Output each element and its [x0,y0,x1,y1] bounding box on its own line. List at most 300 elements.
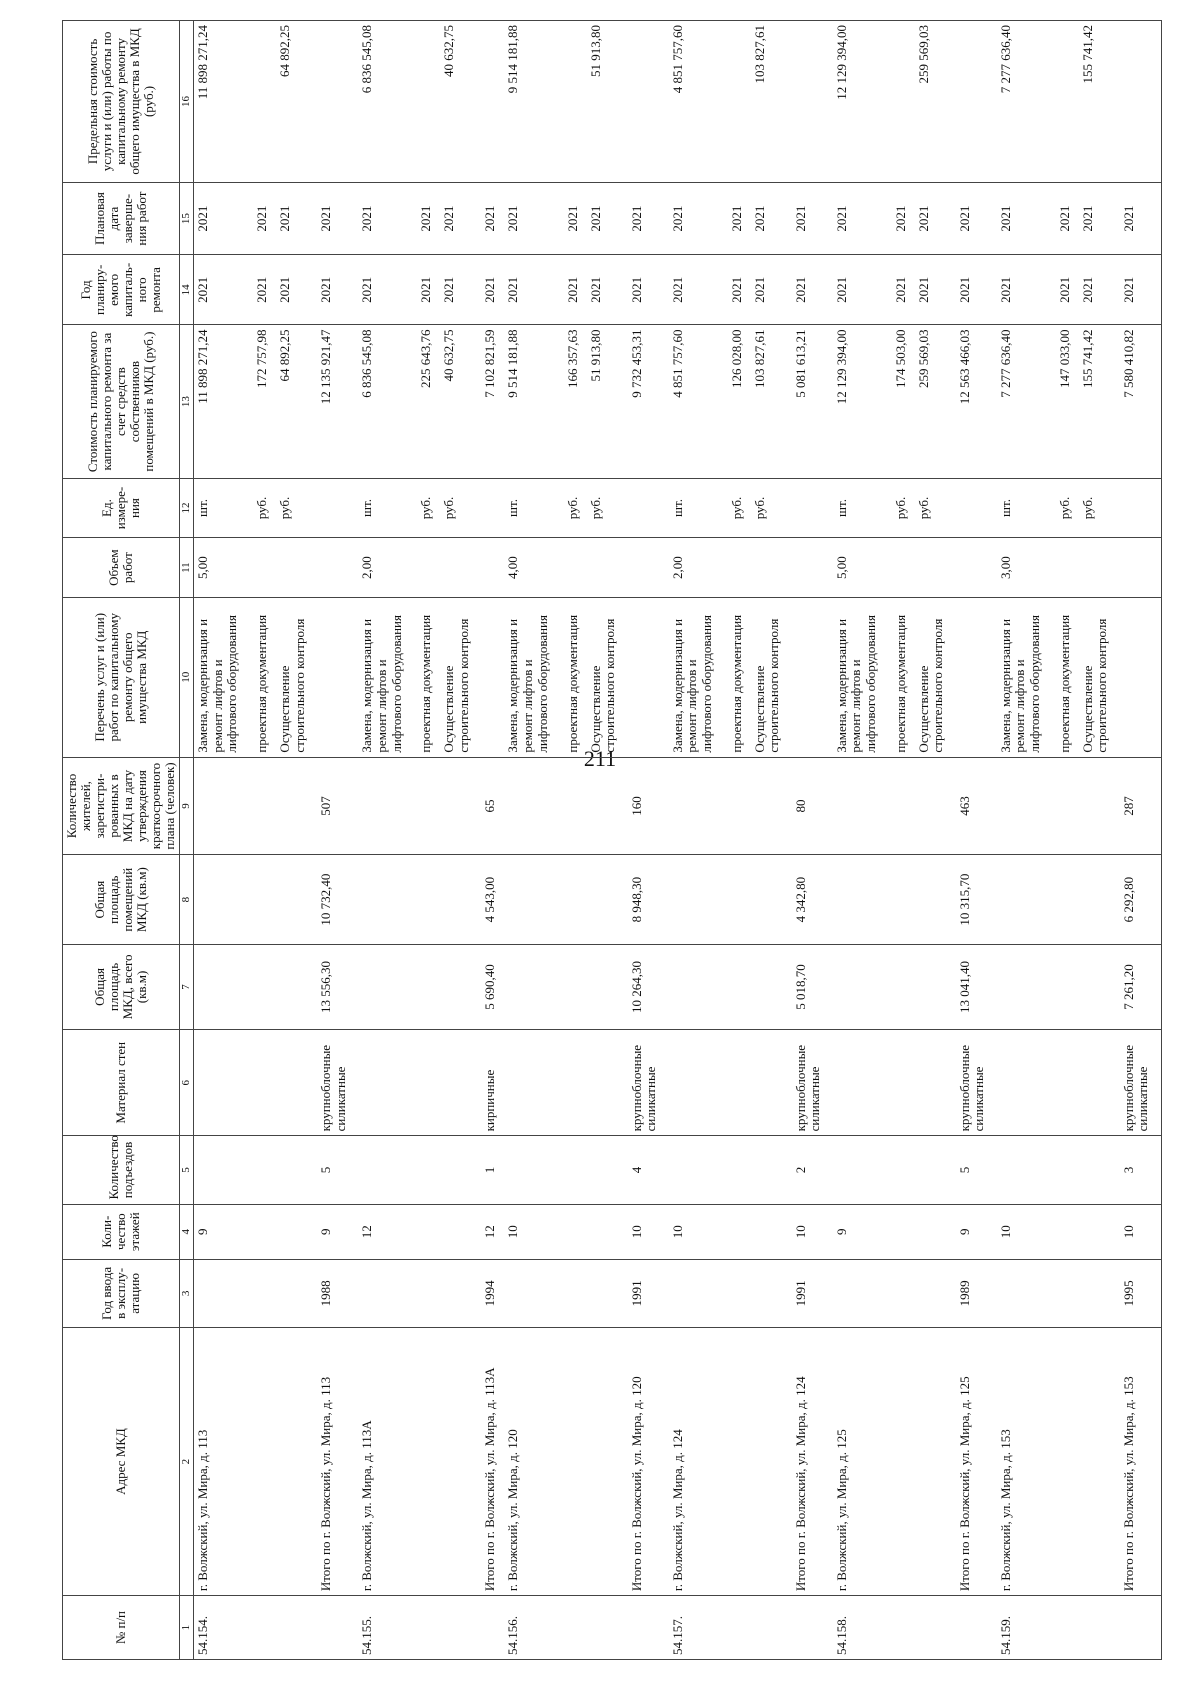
table-cell: Итого по г. Волжский, ул. Мира, д. 124 [792,1327,833,1595]
table-cell [892,1259,915,1327]
table-cell: 13 041,40 [956,944,997,1029]
table-body [194,21,1162,1660]
table-cell [253,1030,276,1136]
table-cell [276,757,317,855]
table-cell: 2021 [253,182,276,254]
table-cell [751,1327,792,1595]
table-row [194,21,254,1660]
table-cell [194,757,254,855]
table-cell [276,1136,317,1204]
table-cell [276,1596,317,1660]
table-cell: 7 102 821,59 [481,325,504,478]
table-cell: 10 315,70 [956,855,997,944]
table-cell [1056,757,1079,855]
table-cell: 2021 [1079,182,1120,254]
table-cell: 2021 [276,255,317,325]
table-cell: 1991 [628,1259,669,1327]
table-cell: Осуществление строительного контроля [276,597,317,757]
table-cell [317,597,358,757]
table-cell [504,944,563,1029]
table-cell: руб. [253,478,276,538]
table-cell [628,478,669,538]
table-cell: 51 913,80 [587,325,628,478]
column-number-row [180,21,194,1660]
table-cell [833,855,892,944]
table-cell: 11 898 271,24 [194,21,254,183]
table-cell: 54.156. [504,1596,563,1660]
table-cell [628,1596,669,1660]
table-cell [417,1136,440,1204]
table-cell [1120,597,1162,757]
table-cell [751,1030,792,1136]
table-cell: 1989 [956,1259,997,1327]
table-cell: 2021 [481,182,504,254]
table-cell [1056,1030,1079,1136]
table-cell: крупноблочные силикатные [792,1030,833,1136]
table-cell: 2021 [440,182,481,254]
table-cell: 5 690,40 [481,944,504,1029]
table-cell [833,757,892,855]
table-cell [587,757,628,855]
table-cell: 54.158. [833,1596,892,1660]
table-row [440,21,481,1660]
header-cell: Общая площадь помещений МКД (кв.м) [63,855,180,944]
table-cell: руб. [1079,478,1120,538]
table-cell: 5,00 [833,538,892,598]
table-cell: 54.154. [194,1596,254,1660]
table-row [728,21,751,1660]
table-cell [504,1030,563,1136]
table-cell [1056,538,1079,598]
table-cell: 4 851 757,60 [669,21,728,183]
table-cell: 54.155. [358,1596,417,1660]
table-cell: шт. [504,478,563,538]
rotated-table-container [62,20,1162,1660]
table-cell [728,855,751,944]
header-cell: Объем работ [63,538,180,598]
table-cell [792,21,833,183]
table-cell [751,944,792,1029]
table-cell [194,1030,254,1136]
table-cell [1079,1136,1120,1204]
table-cell: крупноблочные силикатные [628,1030,669,1136]
table-cell: 2021 [792,182,833,254]
table-cell: 7 261,20 [1120,944,1162,1029]
table-cell [440,1204,481,1259]
table-cell [276,944,317,1029]
table-cell: 2021 [728,182,751,254]
table-cell: руб. [276,478,317,538]
table-cell: 9 [956,1204,997,1259]
table-cell: 2,00 [669,538,728,598]
table-cell: 40 632,75 [440,325,481,478]
table-cell: Замена, модернизация и ремонт лифтов и лифтового оборудования [358,597,417,757]
table-cell: 64 892,25 [276,21,317,183]
table-cell [587,1204,628,1259]
table-row [587,21,628,1660]
table-cell [253,1136,276,1204]
table-cell: 10 264,30 [628,944,669,1029]
table-cell [669,855,728,944]
table-cell: шт. [997,478,1056,538]
table-cell: Замена, модернизация и ремонт лифтов и лифтового оборудования [504,597,563,757]
table-cell [728,1030,751,1136]
table-cell: 12 563 466,03 [956,325,997,478]
table-cell: 1991 [792,1259,833,1327]
table-cell [892,1030,915,1136]
table-cell [915,944,956,1029]
table-cell [728,1136,751,1204]
table-cell [1056,1596,1079,1660]
table-cell: Осуществление строительного контроля [440,597,481,757]
table-cell: крупноблочные силикатные [956,1030,997,1136]
table-cell: 2021 [997,255,1056,325]
table-cell: 2021 [997,182,1056,254]
table-cell: 12 129 394,00 [833,325,892,478]
table-cell: 2021 [417,182,440,254]
table-cell [728,538,751,598]
table-cell [587,855,628,944]
table-row [1079,21,1120,1660]
header-cell: Стоимость планируемого капитального ремонта за счет средств собственников помещений в МКД (руб.) [63,325,180,478]
table-cell: г. Волжский, ул. Мира, д. 113 [194,1327,254,1595]
table-cell [751,1596,792,1660]
table-cell [276,855,317,944]
table-cell: 1994 [481,1259,504,1327]
table-cell [1120,1596,1162,1660]
table-cell [997,944,1056,1029]
page-number: 211 [583,746,617,771]
table-cell: 2021 [194,255,254,325]
column-number: 6 [180,1030,194,1136]
table-cell: г. Волжский, ул. Мира, д. 113А [358,1327,417,1595]
table-cell: руб. [892,478,915,538]
table-cell [915,1030,956,1136]
table-cell: 10 [1120,1204,1162,1259]
table-cell [1056,1136,1079,1204]
table-cell: 10 [628,1204,669,1259]
table-cell: 2021 [833,182,892,254]
table-cell [1079,1596,1120,1660]
table-cell: 463 [956,757,997,855]
table-cell [892,944,915,1029]
table-cell [417,538,440,598]
table-cell [440,1030,481,1136]
table-cell [564,1204,587,1259]
table-cell [751,1136,792,1204]
table-cell [997,757,1056,855]
table-cell [1079,538,1120,598]
table-cell [892,1327,915,1595]
table-row [253,21,276,1660]
table-cell: Итого по г. Волжский, ул. Мира, д. 153 [1120,1327,1162,1595]
table-cell: 7 277 636,40 [997,325,1056,478]
table-cell [481,1596,504,1660]
table-cell [504,757,563,855]
table-cell: 9 [194,1204,254,1259]
table-cell: 9 [833,1204,892,1259]
table-cell: 2021 [915,182,956,254]
table-cell: 3,00 [997,538,1056,598]
table-cell: г. Волжский, ул. Мира, д. 153 [997,1327,1056,1595]
table-cell: 12 135 921,47 [317,325,358,478]
table-cell [417,1327,440,1595]
table-cell: 7 277 636,40 [997,21,1056,183]
table-cell [892,1204,915,1259]
table-cell: 2021 [728,255,751,325]
table-row [1120,21,1162,1660]
table-cell [504,1259,563,1327]
table-cell [253,1204,276,1259]
table-row [481,21,504,1660]
table-cell: 2021 [1056,182,1079,254]
table-cell: 9 [317,1204,358,1259]
table-cell [728,1596,751,1660]
table-cell: 9 514 181,88 [504,21,563,183]
table-cell [1120,478,1162,538]
table-cell: 5,00 [194,538,254,598]
table-cell: Осуществление строительного контроля [751,597,792,757]
table-cell [358,1030,417,1136]
table-cell [276,1030,317,1136]
table-cell [417,1259,440,1327]
table-cell [417,1596,440,1660]
table-cell: 12 [481,1204,504,1259]
table-cell: 2021 [915,255,956,325]
column-number: 13 [180,325,194,478]
table-cell [587,1327,628,1595]
table-row [792,21,833,1660]
table-cell: 2021 [1056,255,1079,325]
header-cell: Общая площадь МКД, всего (кв.м) [63,944,180,1029]
table-cell: крупноблочные силикатные [1120,1030,1162,1136]
table-cell [253,757,276,855]
table-cell: 40 632,75 [440,21,481,183]
table-cell: 103 827,61 [751,21,792,183]
table-cell [1056,855,1079,944]
table-row [564,21,587,1660]
table-cell [417,1030,440,1136]
table-cell [1120,538,1162,598]
table-cell [669,1259,728,1327]
table-cell [915,757,956,855]
table-cell [751,538,792,598]
table-cell: 12 [358,1204,417,1259]
table-cell [481,21,504,183]
table-cell [728,1259,751,1327]
table-row [317,21,358,1660]
table-cell: 2021 [504,255,563,325]
table-cell: 10 [669,1204,728,1259]
table-cell: 4 [628,1136,669,1204]
column-number: 5 [180,1136,194,1204]
column-number: 1 [180,1596,194,1660]
table-cell [997,1030,1056,1136]
table-cell [915,1136,956,1204]
table-cell [669,1030,728,1136]
table-cell: 80 [792,757,833,855]
table-cell: 13 556,30 [317,944,358,1029]
table-cell: 507 [317,757,358,855]
table-cell: г. Волжский, ул. Мира, д. 120 [504,1327,563,1595]
table-cell: 2021 [1079,255,1120,325]
table-cell [997,855,1056,944]
table-cell: 2 [792,1136,833,1204]
table-cell [792,1596,833,1660]
table-cell: шт. [194,478,254,538]
table-cell [833,1259,892,1327]
table-row [504,21,563,1660]
table-cell [194,1259,254,1327]
table-cell [628,538,669,598]
table-cell [358,757,417,855]
table-cell: руб. [915,478,956,538]
table-cell: шт. [669,478,728,538]
table-cell [194,855,254,944]
table-cell: Замена, модернизация и ремонт лифтов и лифтового оборудования [997,597,1056,757]
table-cell [751,855,792,944]
table-cell [728,21,751,183]
table-cell: 2021 [440,255,481,325]
table-cell: 174 503,00 [892,325,915,478]
table-cell [915,1259,956,1327]
table-cell: 4 342,80 [792,855,833,944]
table-cell: Осуществление строительного контроля [587,597,628,757]
table-cell [440,1327,481,1595]
header-cell: Количество подъездов [63,1136,180,1204]
table-cell [915,1596,956,1660]
table-cell [253,1327,276,1595]
table-cell [358,944,417,1029]
table-cell [833,944,892,1029]
table-cell [317,1596,358,1660]
table-cell: г. Волжский, ул. Мира, д. 125 [833,1327,892,1595]
table-cell [440,1259,481,1327]
table-cell [628,21,669,183]
column-number: 14 [180,255,194,325]
table-cell [751,1204,792,1259]
table-cell [587,1259,628,1327]
table-cell [1079,855,1120,944]
table-cell: руб. [417,478,440,538]
header-cell: Ед. измере-ния [63,478,180,538]
table-cell [1079,757,1120,855]
table-cell: 2021 [628,255,669,325]
table-cell [564,1259,587,1327]
table-cell [792,538,833,598]
table-cell: 10 [792,1204,833,1259]
header-cell: Год ввода в эксплу-атацию [63,1259,180,1327]
table-cell [253,1596,276,1660]
table-cell: 2021 [1120,255,1162,325]
table-row [915,21,956,1660]
column-number: 2 [180,1327,194,1595]
table-row [892,21,915,1660]
table-cell: 10 [997,1204,1056,1259]
table-cell [915,538,956,598]
table-cell: 10 [504,1204,563,1259]
table-cell: руб. [587,478,628,538]
table-cell [440,944,481,1029]
table-cell [417,1204,440,1259]
table-cell: Итого по г. Волжский, ул. Мира, д. 125 [956,1327,997,1595]
table-cell [1056,944,1079,1029]
table-cell: 2021 [751,182,792,254]
column-number: 10 [180,597,194,757]
table-cell [417,21,440,183]
table-cell: 2021 [1120,182,1162,254]
table-cell [1079,1204,1120,1259]
table-cell: руб. [564,478,587,538]
table-cell: шт. [358,478,417,538]
table-cell [276,1327,317,1595]
table-cell [253,855,276,944]
table-cell [669,944,728,1029]
table-cell: 2021 [669,255,728,325]
header-cell: Перечень услуг и (или) работ по капитальному ремонту общего имущества МКД [63,597,180,757]
table-cell [317,478,358,538]
table-cell: 12 129 394,00 [833,21,892,183]
column-number: 8 [180,855,194,944]
table-cell [440,1136,481,1204]
table-cell [956,538,997,598]
table-cell: шт. [833,478,892,538]
table-cell [564,1136,587,1204]
table-cell [417,757,440,855]
table-cell: 2021 [481,255,504,325]
table-cell [751,757,792,855]
table-cell [564,1596,587,1660]
table-cell: 225 643,76 [417,325,440,478]
table-cell [1056,1204,1079,1259]
table-cell: руб. [751,478,792,538]
table-cell [481,538,504,598]
table-cell [915,1327,956,1595]
table-cell [587,1030,628,1136]
table-cell: 287 [1120,757,1162,855]
table-cell [587,538,628,598]
table-row [417,21,440,1660]
table-cell: проектная документация [1056,597,1079,757]
table-cell [276,1204,317,1259]
table-cell: 2021 [669,182,728,254]
table-cell: 2021 [504,182,563,254]
table-cell: руб. [440,478,481,538]
table-cell: 1 [481,1136,504,1204]
table-cell: 54.159. [997,1596,1056,1660]
table-cell: 2021 [628,182,669,254]
table-cell: руб. [1056,478,1079,538]
table-cell [892,855,915,944]
table-cell [1079,944,1120,1029]
table-cell [564,21,587,183]
table-cell [358,1136,417,1204]
table-cell [253,1259,276,1327]
column-number: 16 [180,21,194,183]
table-cell [564,944,587,1029]
table-cell: проектная документация [417,597,440,757]
table-cell: 5 081 613,21 [792,325,833,478]
table-cell: 10 732,40 [317,855,358,944]
table-cell [276,1259,317,1327]
table-cell [1056,1327,1079,1595]
table-row [628,21,669,1660]
table-cell [587,1136,628,1204]
table-cell [481,597,504,757]
table-cell: 65 [481,757,504,855]
table-cell: Осуществление строительного контроля [1079,597,1120,757]
table-cell: Замена, модернизация и ремонт лифтов и лифтового оборудования [194,597,254,757]
